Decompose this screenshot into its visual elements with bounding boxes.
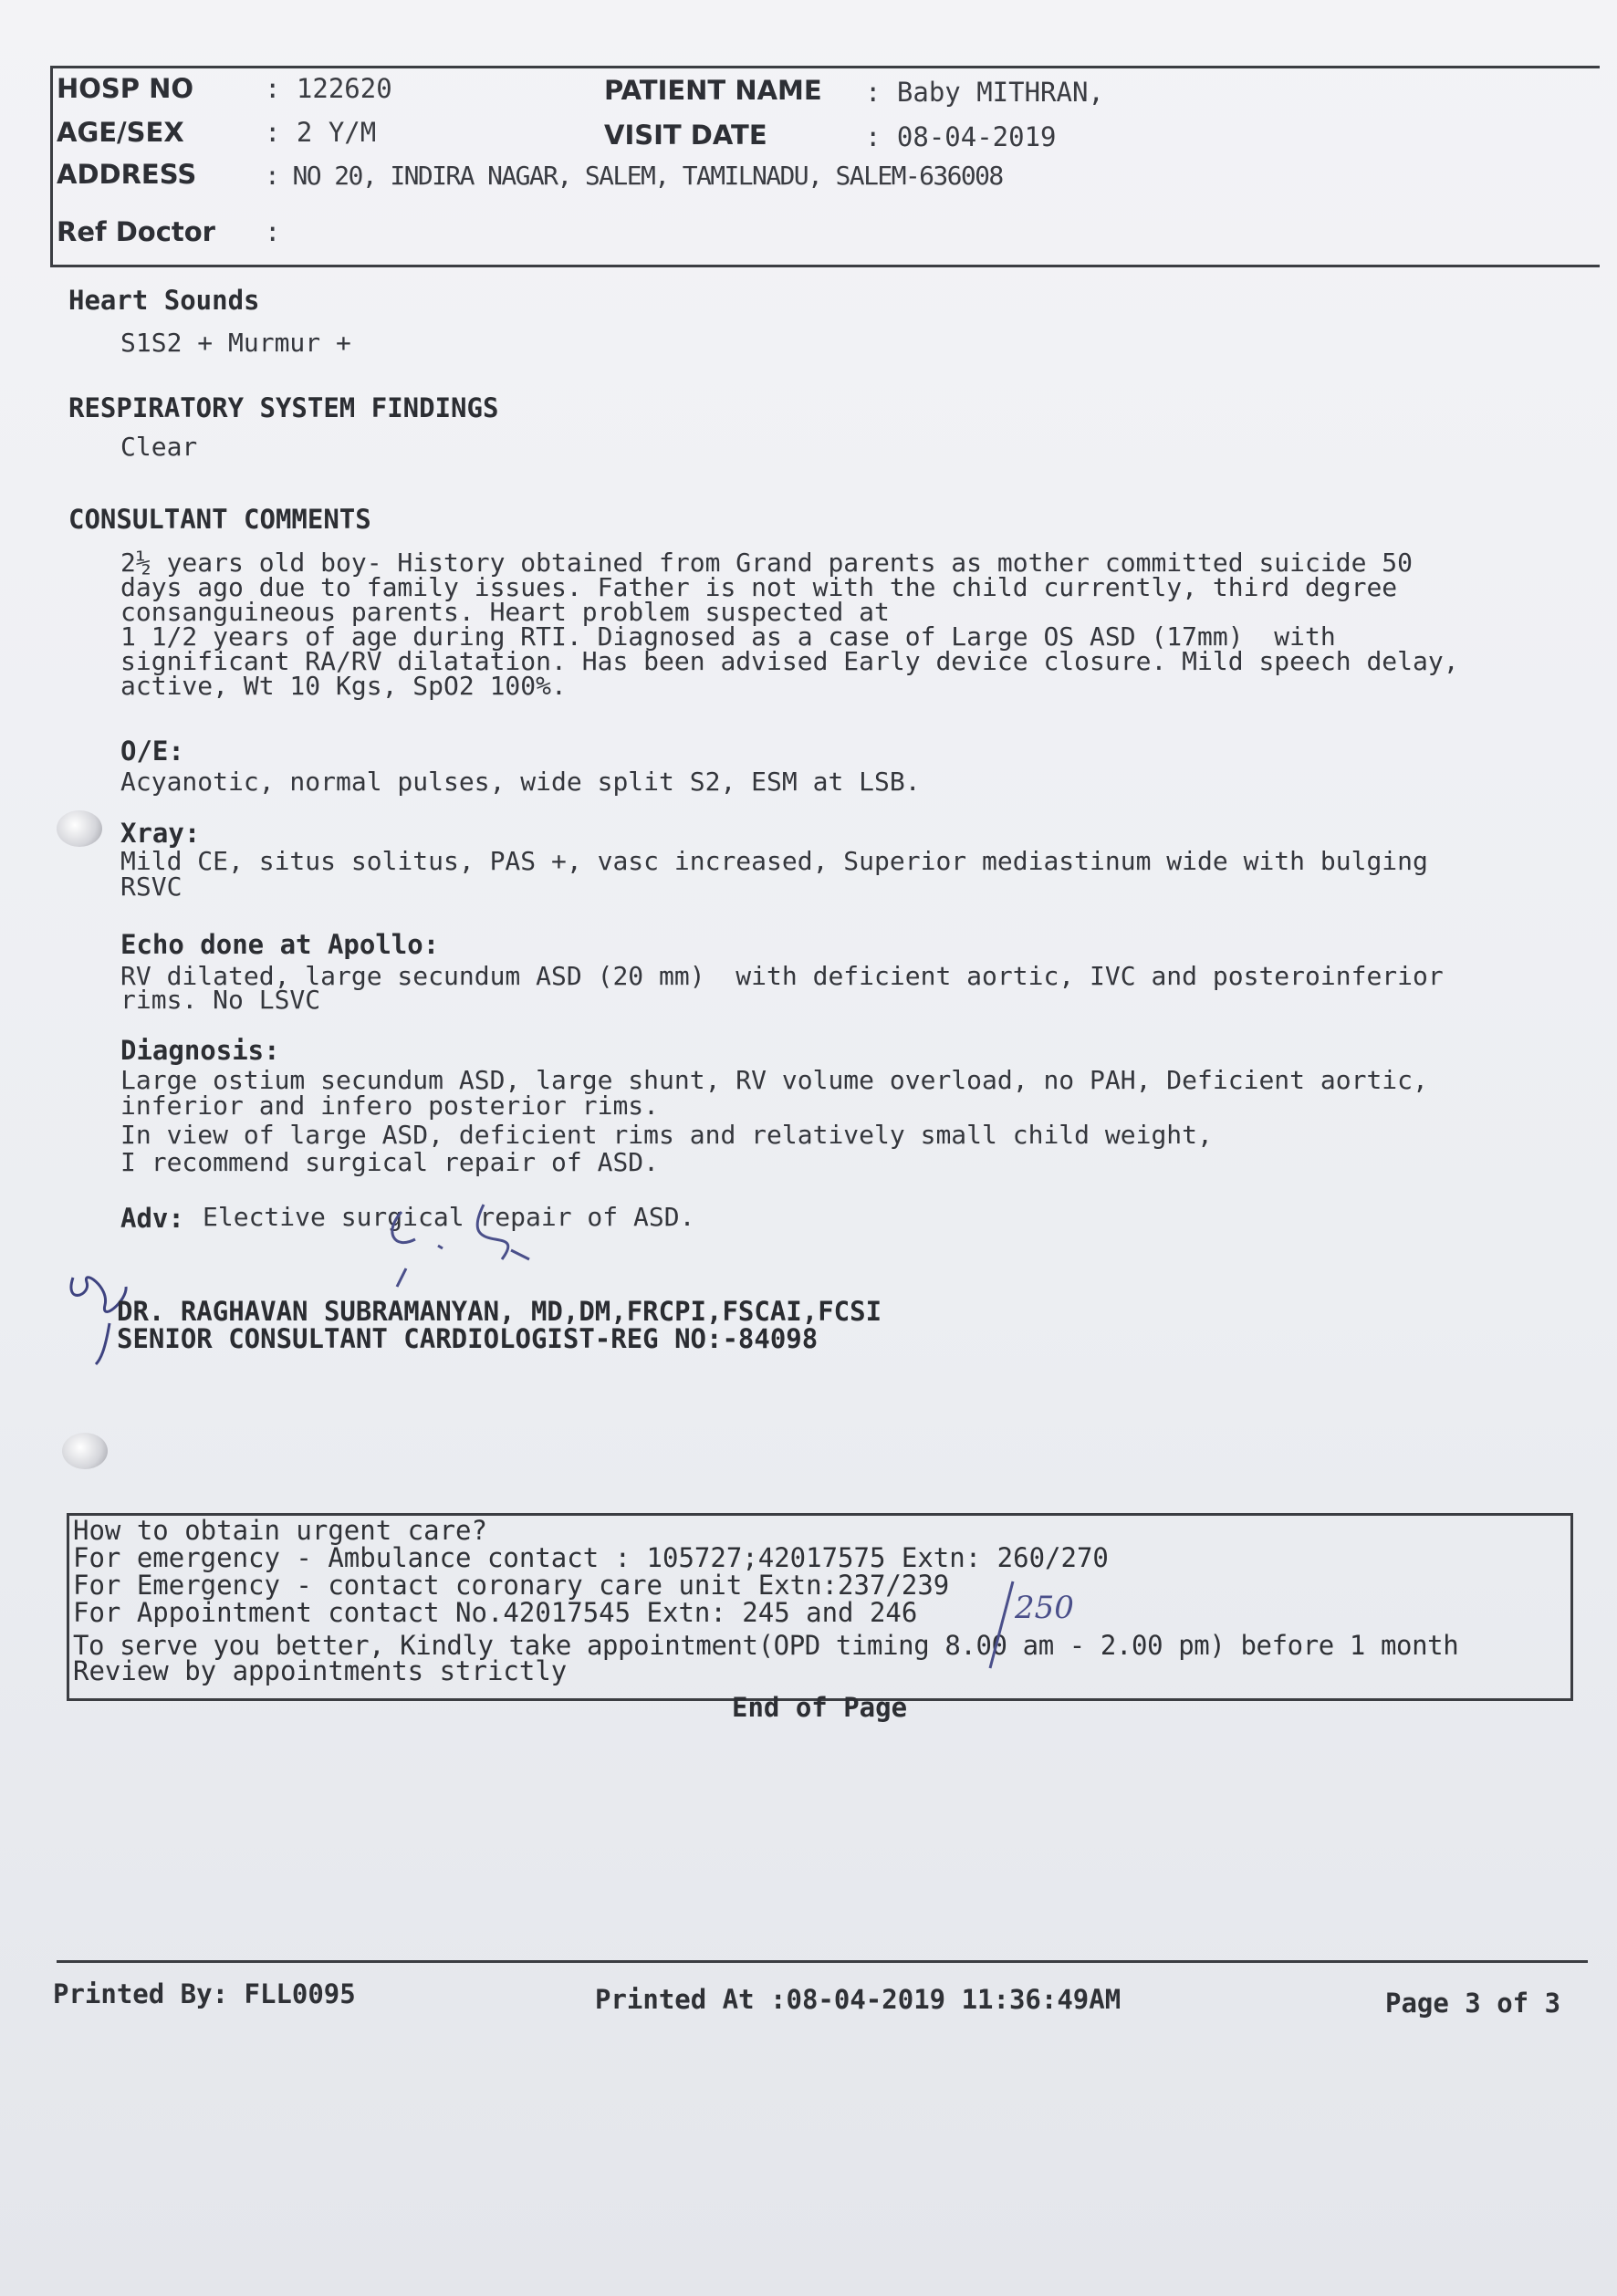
xray-line: Mild CE, situs solitus, PAS +, vasc increased, Superior mediastinum wide with bulging [120, 846, 1428, 876]
advice-text: Elective surgical repair of ASD. [203, 1202, 695, 1232]
handwritten-slash [976, 1577, 1022, 1677]
oe-text: Acyanotic, normal pulses, wide split S2, ESM at LSB. [120, 767, 921, 797]
address-value: : NO 20, INDIRA NAGAR, SALEM, TAMILNADU, SALEM-636008 [265, 161, 1003, 191]
echo-line: rims. No LSVC [120, 985, 321, 1015]
urgent-care-line: For emergency - Ambulance contact : 105727;42017575 Extn: 260/270 [73, 1542, 1109, 1573]
respiratory-title: RESPIRATORY SYSTEM FINDINGS [68, 392, 499, 423]
echo-line: RV dilated, large secundum ASD (20 mm) with deficient aortic, IVC and posteroinferior [120, 961, 1444, 991]
consultant-comments-title: CONSULTANT COMMENTS [68, 504, 371, 535]
oe-title: O/E: [120, 736, 184, 767]
hosp-no-label: HOSP NO [57, 73, 194, 104]
patient-name-value: : Baby MITHRAN, [865, 77, 1104, 108]
diagnosis-title: Diagnosis: [120, 1035, 280, 1066]
advice-label: Adv: [120, 1203, 184, 1234]
comment-line: days ago due to family issues. Father is not with the child currently, third degree [120, 572, 1398, 602]
age-sex-label: AGE/SEX [57, 117, 184, 148]
urgent-care-line: For Appointment contact No.42017545 Extn: 245 and 246 [73, 1597, 918, 1628]
visit-date-label: VISIT DATE [604, 120, 767, 151]
ref-doctor-value: : [265, 216, 281, 247]
comment-line: significant RA/RV dilatation. Has been advised Early device closure. Mild speech delay, [120, 646, 1459, 676]
urgent-care-line: How to obtain urgent care? [73, 1515, 487, 1546]
punch-hole-top [57, 810, 102, 847]
doctor-designation: SENIOR CONSULTANT CARDIOLOGIST-REG NO:-84098 [117, 1323, 819, 1354]
diagnosis-line: In view of large ASD, deficient rims and relatively small child weight, [120, 1120, 1213, 1150]
heart-sounds-value: S1S2 + Murmur + [120, 328, 351, 358]
hosp-no-value: : 122620 [265, 73, 392, 104]
address-label: ADDRESS [57, 159, 197, 190]
age-sex-value: : 2 Y/M [265, 117, 377, 148]
comment-line: 2½ years old boy- History obtained from Grand parents as mother committed suicide 50 [120, 548, 1414, 578]
end-of-page: End of Page [732, 1692, 908, 1723]
doctor-name: DR. RAGHAVAN SUBRAMANYAN, MD,DM,FRCPI,FSCAI,FCSI [117, 1296, 882, 1327]
footer-rule [57, 1960, 1588, 1963]
urgent-care-line: For Emergency - contact coronary care unit Extn:237/239 [73, 1570, 950, 1601]
printed-at: Printed At :08-04-2019 11:36:49AM [595, 1984, 1121, 2015]
urgent-care-line: To serve you better, Kindly take appointment(OPD timing 8.00 am - 2.00 pm) before 1 month [73, 1630, 1459, 1661]
punch-hole-bottom [62, 1433, 108, 1469]
comment-line: active, Wt 10 Kgs, SpO2 100%. [120, 671, 567, 701]
comment-line: 1 1/2 years of age during RTI. Diagnosed as a case of Large OS ASD (17mm) with [120, 621, 1336, 652]
patient-name-label: PATIENT NAME [604, 75, 822, 106]
xray-line: RSVC [120, 871, 183, 902]
visit-date-value: : 08-04-2019 [865, 121, 1057, 152]
diagnosis-line: inferior and infero posterior rims. [120, 1091, 660, 1121]
urgent-care-line: Review by appointments strictly [73, 1655, 568, 1686]
diagnosis-line: I recommend surgical repair of ASD. [120, 1147, 660, 1177]
respiratory-value: Clear [120, 432, 198, 462]
page-number: Page 3 of 3 [1385, 1988, 1561, 2019]
echo-title: Echo done at Apollo: [120, 929, 440, 960]
comment-line: consanguineous parents. Heart problem suspected at [120, 597, 890, 627]
ref-doctor-label: Ref Doctor [57, 216, 215, 247]
diagnosis-line: Large ostium secundum ASD, large shunt, RV volume overload, no PAH, Deficient aortic, [120, 1065, 1428, 1095]
printed-by: Printed By: FLL0095 [53, 1978, 356, 2009]
heart-sounds-title: Heart Sounds [68, 285, 260, 316]
xray-title: Xray: [120, 818, 201, 849]
handwritten-extension-note: 250 [1015, 1590, 1074, 1626]
